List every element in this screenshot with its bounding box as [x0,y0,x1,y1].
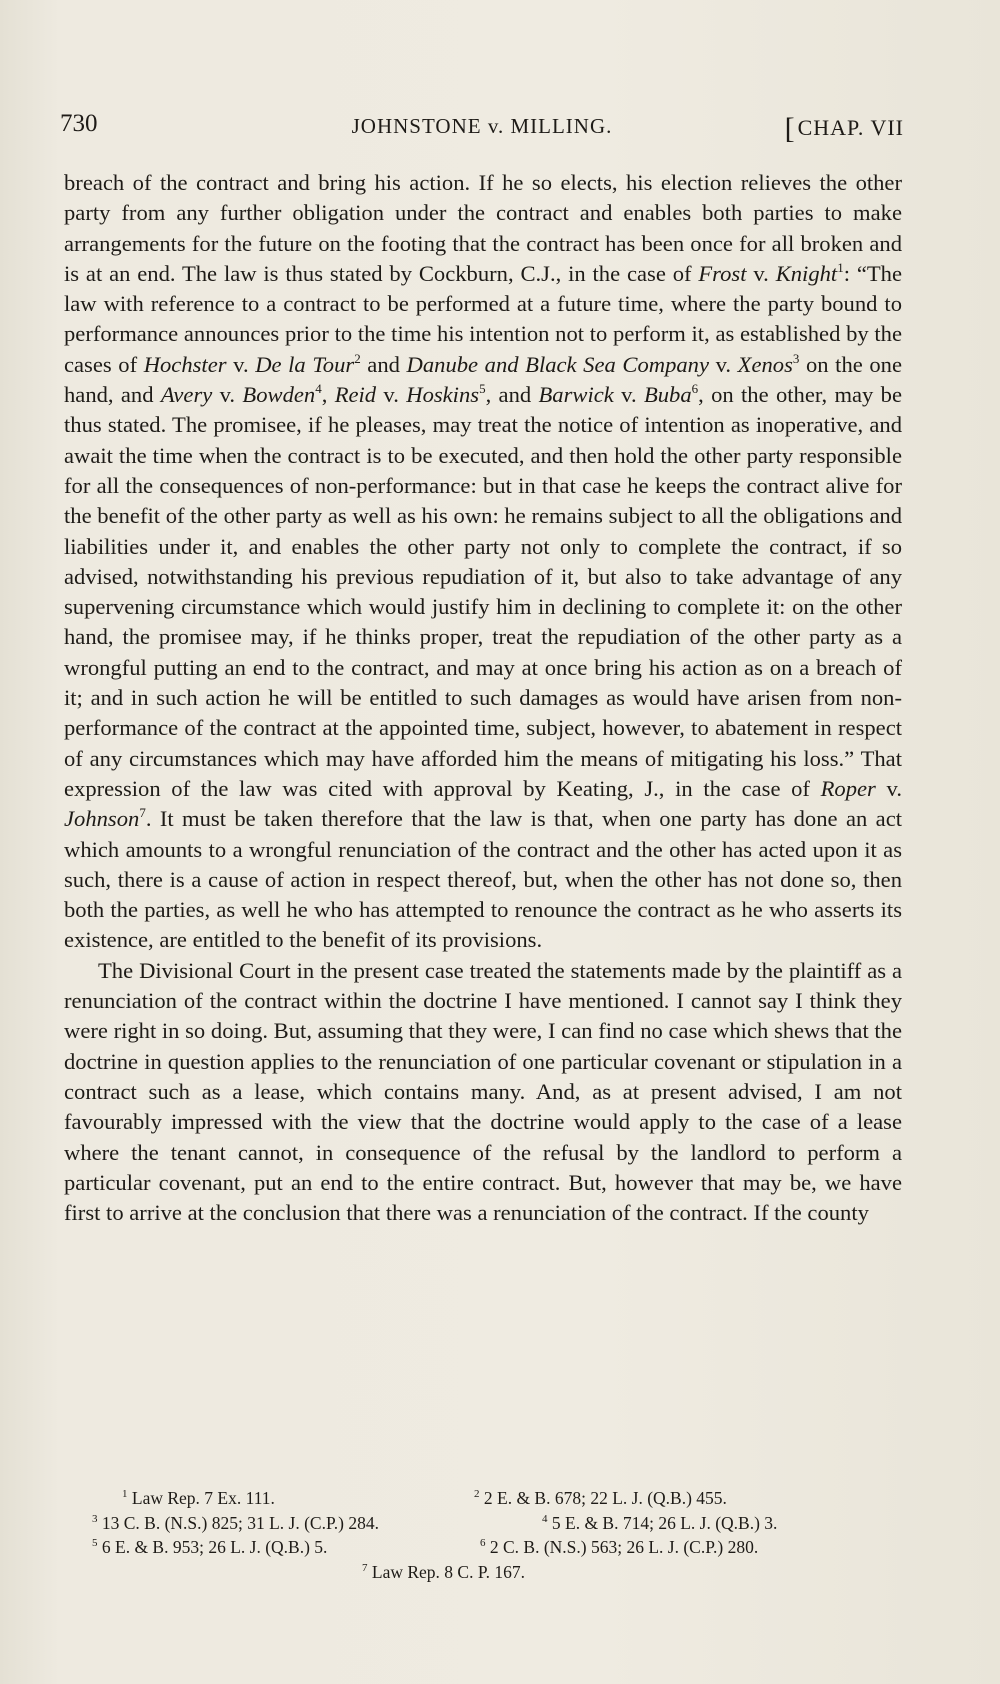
footnote-mark: 1 [122,1488,128,1500]
footnote-mark: 3 [92,1512,98,1525]
text-run: v. [875,775,902,801]
case-name: Barwick [538,382,614,408]
footnote-text: 2 C. B. (N.S.) 563; 26 L. J. (C.P.) 280. [489,1537,759,1557]
footnote-row-4 [60,1560,904,1585]
case-name: Johnson [64,806,140,832]
text-run: v. [709,351,738,377]
chapter-bracket: [ [784,112,796,145]
case-name: Hoskins [406,382,480,408]
case-name: Xenos [737,351,793,377]
footnote-mark: 4 [542,1512,548,1525]
text-run: , [321,382,335,408]
case-name: Reid [334,382,377,408]
footnote-text: 6 E. & B. 953; 26 L. J. (Q.B.) 5. [101,1537,328,1557]
footnote-text: 2 E. & B. 678; 22 L. J. (Q.B.) 455. [483,1488,727,1508]
chapter-label [785,112,904,146]
running-header [60,104,904,144]
footnotes [60,1486,904,1584]
text-run: v. [226,351,256,377]
case-name: Frost [698,260,747,286]
footnote-5 [92,1535,327,1560]
case-name: Bowden [242,382,316,408]
text-run: v. [376,382,407,408]
footnote-3 [92,1511,379,1536]
footnote-6 [480,1535,758,1560]
footnote-text: Law Rep. 8 C. P. 167. [371,1561,525,1582]
footnote-reference: 1 [837,259,844,275]
case-name: Danube and Black Sea Company [406,351,709,377]
case-name: De la Tour [255,351,355,377]
text-run: v. [212,382,243,408]
text-run: and [360,351,407,377]
body-text [64,168,902,1228]
footnote-mark: 5 [92,1537,98,1549]
footnote-mark: 2 [474,1488,480,1500]
footnote-text: 5 E. & B. 714; 26 L. J. (Q.B.) 3. [551,1512,778,1533]
case-name: Avery [160,382,213,408]
paragraph-2: The Divisional Court in the present case treated the statements made by the plaintiff as a renunciation of the contract within the doctrine I have mentioned. I cannot say I think they were right in so doing. But, assuming that they were, I can find no case which shews that the doctrine in question applies to the renunciation of one particular covenant or stipulation in a contract such as a lease, which contains many. And, as at present advised, I am not favourably impressed with the view that the doctrine would apply to the case of a lease where the tenant cannot, in consequence of the refusal by the landlord to perform a particular covenant, put an end to the entire contract. But, however that may be, we have first to arrive at the conclusion that there was a renunciation of the contract. If the county [64,957,902,1226]
case-name: Roper [820,775,876,801]
text-run: , on the other, may be thus stated. The promisee, if he pleases, may treat the notice of intention as inoperative, and await the time when the contract is to be executed, and then hold the other party responsible for all the consequences of non-performance: but in that case he keeps the contract alive for the benefit of the other party as well as his own: he remains subject to all the obligations and liabilities under it, and enables the other party not only to complete the contract, if so advised, notwithstanding his previous repudiation of it, but also to take advantage of any supervening circumstance which would justify him in declining to complete it: on the other hand, the promisee may, if he thinks proper, treat the repudiation of the other party as a wrongful putting an end to the contract, and may at once bring his action as on a breach of it; and in such action he will be entitled to such damages as would have arisen from non-performance of the contract at the appointed time, subject, however, to abatement in respect of any circumstances which may have afforded him the means of mitigating his loss.” That expression of the law was cited with approval by Keating, J., in the case of [64,382,903,801]
footnote-row-3 [60,1535,904,1560]
footnote-reference: 7 [139,805,146,821]
text-run: on the one hand, and [64,351,902,408]
footnote-reference: 4 [315,381,322,397]
footnote-reference: 5 [479,381,486,397]
footnote-row-2 [60,1511,904,1536]
text-run: v. [613,382,644,408]
text-run: : “The law with reference to a contract to be performed at a future time, where the party bound to performance announces prior to the time his intention not to perform it, as established by the cases of [64,260,902,377]
text-run: . It must be taken therefore that the law is that, when one party has done an act which amounts to a wrongful renunciation of the contract and the other has acted upon it as such, there is a cause of action in respect thereof, but, when the other has not done so, then both the parties, as well he who has attempted to renounce the contract as he who asserts its existence, are entitled to the benefit of its provisions. [64,806,902,953]
case-name: Buba [643,382,692,408]
footnote-1 [122,1486,275,1511]
footnote-7 [362,1560,525,1585]
footnote-2 [474,1486,727,1511]
running-title: JOHNSTONE v. MILLING. [351,114,613,138]
footnote-text: 13 C. B. (N.S.) 825; 31 L. J. (C.P.) 284. [101,1512,379,1533]
text-run: breach of the contract and bring his action. If he so elects, his election relieves the other party from any further obligation under the contract and enables both parties to make arrangements for the future on the footing that the contract has been once for all broken and is at an end. The law is thus stated by Cockburn, C.J., in the case of [64,170,902,286]
case-name: Knight [775,260,838,286]
text-run: , and [485,382,539,408]
footnote-reference: 3 [792,350,800,366]
text-run: v. [746,260,776,286]
page-number: 730 [60,110,98,137]
footnote-mark: 7 [362,1561,368,1574]
chapter-text: CHAP. VII [797,115,904,140]
paragraph-1 [64,168,902,956]
footnote-4 [542,1511,777,1536]
footnote-reference: 6 [691,381,699,397]
footnote-mark: 6 [480,1537,486,1549]
footnote-text: Law Rep. 7 Ex. 111. [131,1488,275,1508]
footnote-reference: 2 [354,350,361,366]
case-name: Hochster [143,351,227,377]
footnote-row-1 [60,1486,904,1511]
